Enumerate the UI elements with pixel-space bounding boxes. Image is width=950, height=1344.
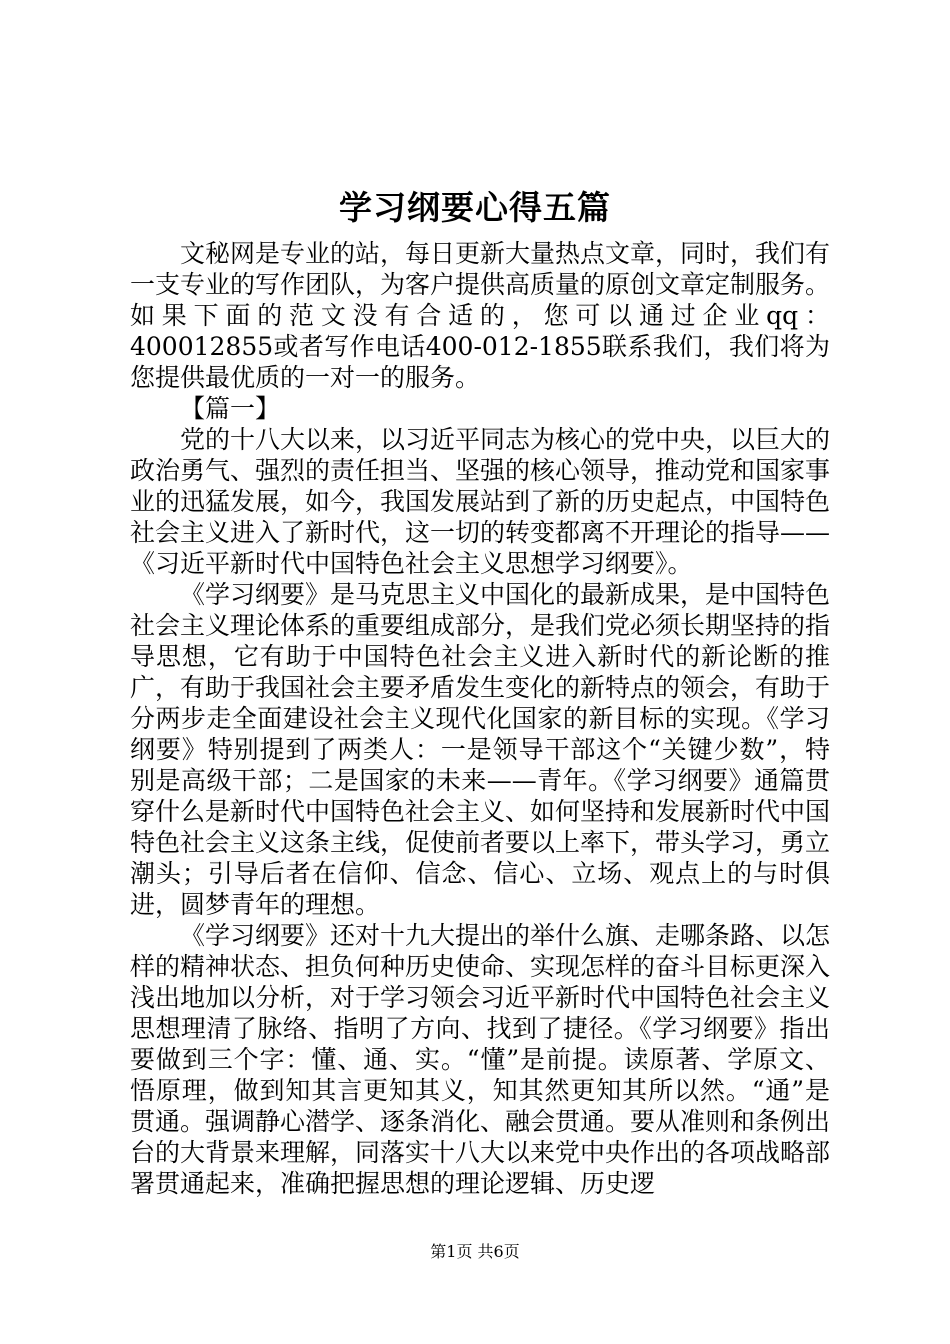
body-paragraph: 《学习纲要》是马克思主义中国化的最新成果，是中国特色社会主义理论体系的重要组成部分，是我们党必须长期坚持的指导思想，它有助于中国特色社会主义进入新时代的新论断的推广，有助于我国社会主要矛盾发生变化的新特点的领会，有助于分两步走全面建设社会主义现代化国家的新目标的实现。《学习纲要》特别提到了两类人：一是领导干部这个“关键少数”，特别是高级干部；二是国家的未来——青年。《学习纲要》通篇贯穿什么是新时代中国特色社会主义、如何坚持和发展新时代中国特色社会主义这条主线，促使前者要以上率下，带头学习，勇立潮头；引导后者在信仰、信念、信心、立场、观点上的与时俱进，圆梦青年的理想。	[130, 580, 831, 919]
section-heading: 【篇一】	[180, 394, 281, 423]
page-footer: 第1页 共6页	[430, 1242, 520, 1261]
document-title: 学习纲要心得五篇	[339, 188, 611, 227]
body-paragraph: 党的十八大以来，以习近平同志为核心的党中央，以巨大的政治勇气、强烈的责任担当、坚强的核心领导，推动党和国家事业的迅猛发展，如今，我国发展站到了新的历史起点，中国特色社会主义进入了新时代，这一切的转变都离不开理论的指导——《习近平新时代中国特色社会主义思想学习纲要》。	[130, 425, 831, 578]
intro-paragraph: 文秘网是专业的站，每日更新大量热点文章，同时，我们有一支专业的写作团队，为客户提供高质量的原创文章定制服务。如果下面的范文没有合适的，您可以通过企业qq：400012855或者写作电话400-012-1855联系我们，我们将为您提供最优质的一对一的服务。	[130, 239, 831, 392]
body-paragraph: 《学习纲要》还对十九大提出的举什么旗、走哪条路、以怎样的精神状态、担负何种历史使命、实现怎样的奋斗目标更深入浅出地加以分析，对于学习领会习近平新时代中国特色社会主义思想理清了脉络、指明了方向、找到了捷径。《学习纲要》指出要做到三个字：懂、通、实。“懂”是前提。读原著、学原文、悟原理，做到知其言更知其义，知其然更知其所以然。“通”是贯通。强调静心潜学、逐条消化、融会贯通。要从准则和条例出台的大背景来理解，同落实十八大以来党中央作出的各项战略部署贯通起来，准确把握思想的理论逻辑、历史逻	[130, 921, 831, 1198]
document-body	[130, 238, 830, 1199]
